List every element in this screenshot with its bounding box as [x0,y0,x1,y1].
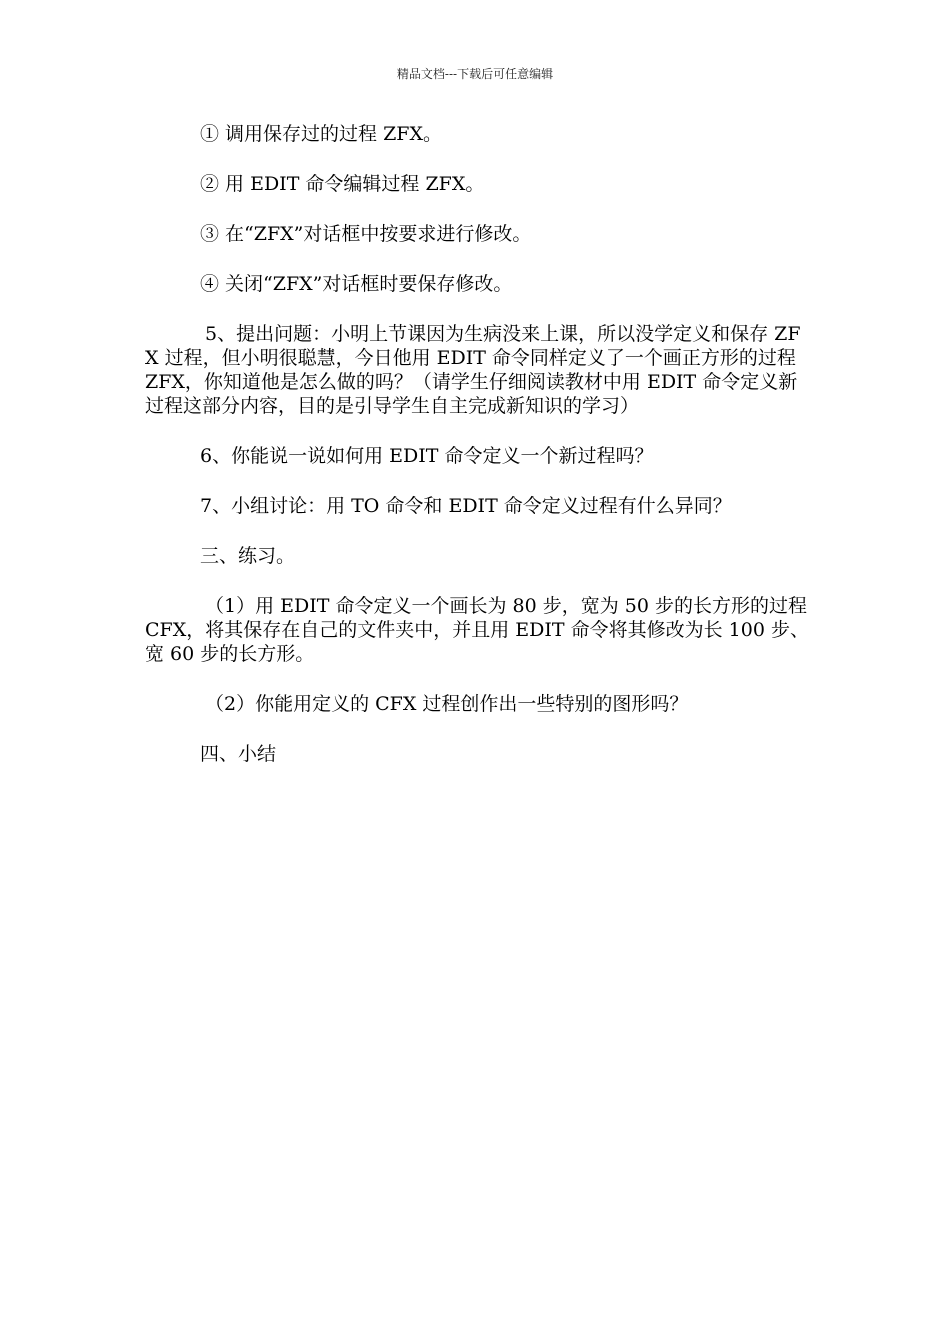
exercise-2-text: （2）你能用定义的 CFX 过程创作出一些特别的图形吗？ [205,693,689,715]
page-header: 精品文档---下载后可任意编辑 [396,67,554,81]
step-3-text: ③ 在“ZFX”对话框中按要求进行修改。 [200,223,532,245]
question-7-text: 7、小组讨论：用 TO 命令和 EDIT 命令定义过程有什么异同？ [200,495,732,517]
document-body [145,122,810,792]
question-5-text: 5、提出问题：小明上节课因为生病没来上课，所以没学定义和保存 ZFX 过程，但小明很聪慧，今日他用 EDIT 命令同样定义了一个画正方形的过程 ZFX，你知道他是怎么做的吗？（请学生仔细阅读教材中用 EDIT 命令定义新过程这部分内容，目的是引导学生自主完成新知识的学习） [145,323,801,417]
question-6-text: 6、你能说一说如何用 EDIT 命令定义一个新过程吗？ [200,445,654,467]
exercise-1-text: （1）用 EDIT 命令定义一个画长为 80 步，宽为 50 步的长方形的过程 CFX，将其保存在自己的文件夹中，并且用 EDIT 命令将其修改为长 100 步、宽 60 步的长方形。 [145,595,809,665]
step-1-text: ① 调用保存过的过程 ZFX。 [200,123,442,145]
section-summary-heading: 四、小结 [200,743,277,765]
section-practice-heading: 三、练习。 [200,545,296,567]
step-2-text: ② 用 EDIT 命令编辑过程 ZFX。 [200,173,485,195]
step-4-text: ④ 关闭“ZFX”对话框时要保存修改。 [200,273,513,295]
